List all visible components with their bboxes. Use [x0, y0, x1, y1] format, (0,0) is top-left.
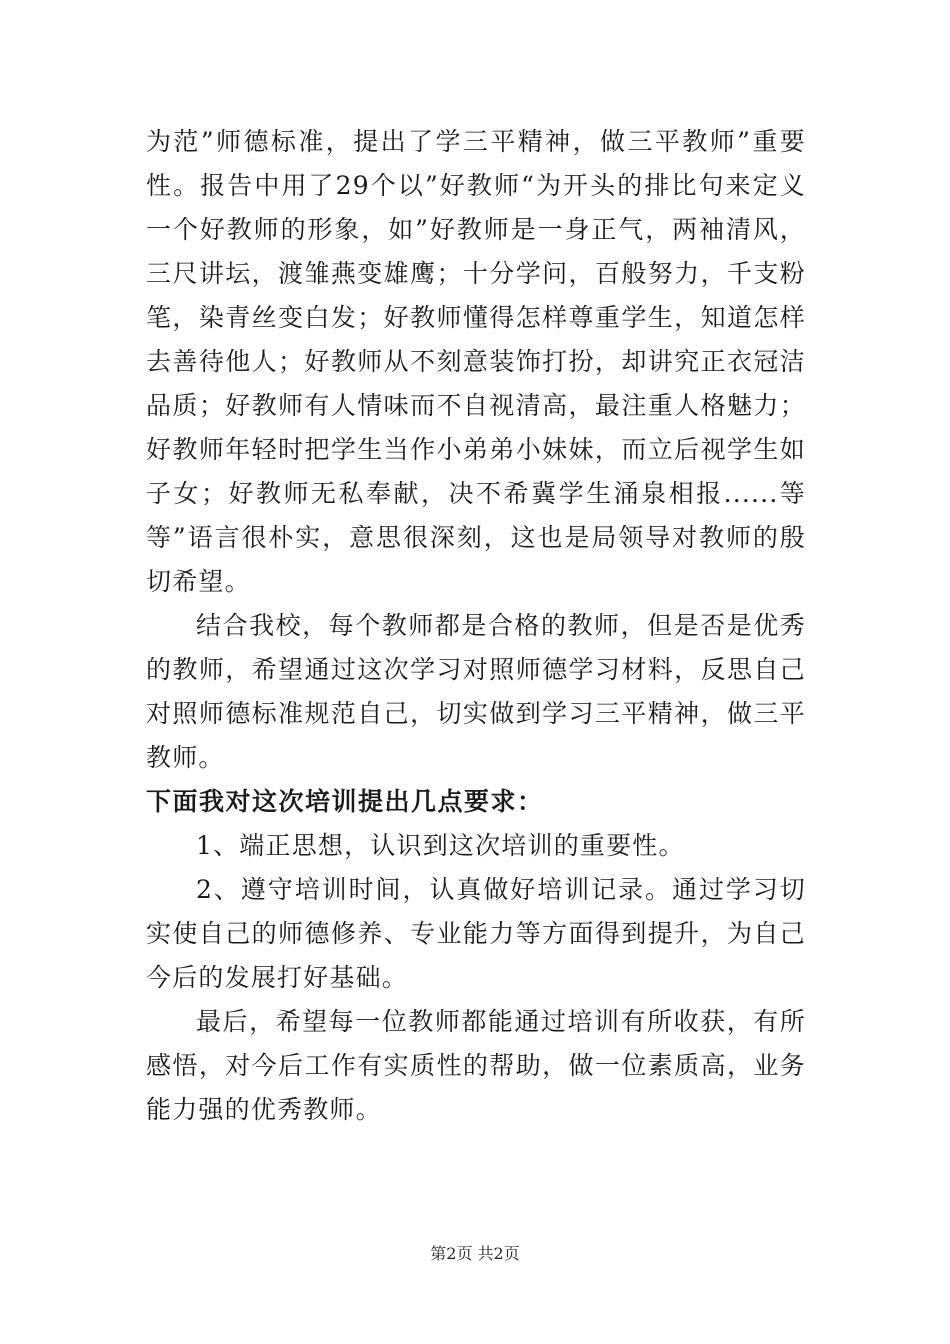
requirement-item-1: 1、端正思想，认识到这次培训的重要性。 — [196, 831, 685, 860]
paragraph-continuation: 为范”师德标准，提出了学三平精神，做三平教师”重要性。报告中用了29个以”好教师“为开头的排比句来定义一个好教师的形象，如”好教师是一身正气，两袖清风，三尺讲坛，渡雏燕变雄鹰；十分学问，百般努力，千支粉笔，染青丝变白发；好教师懂得怎样尊重学生，知道怎样去善待他人；好教师从不刻意装饰打扮，却讲究正衣冠洁品质；好教师有人情味而不自视清高，最注重人格魅力；好教师年轻时把学生当作小弟弟小妹妹，而立后视学生如子女；好教师无私奉献，决不希冀学生涌泉相报......等等”语言很朴实，意思很深刻，这也是局领导对教师的殷切希望。 — [146, 127, 806, 596]
paragraph-closing: 最后，希望每一位教师都能通过培训有所收获，有所感悟，对今后工作有实质性的帮助，做一位素质高，业务能力强的优秀教师。 — [146, 1007, 806, 1124]
section-heading-requirements: 下面我对这次培训提出几点要求： — [146, 787, 544, 816]
requirement-item-2: 2、遵守培训时间，认真做好培训记录。通过学习切实使自己的师德修养、专业能力等方面得到提升，为自己今后的发展打好基础。 — [146, 875, 806, 992]
page-number-footer: 第2页 共2页 — [430, 1244, 520, 1263]
paragraph-school-context: 结合我校，每个教师都是合格的教师，但是否是优秀的教师，希望通过这次学习对照师德学习材料，反思自己对照师德标准规范自己，切实做到学习三平精神，做三平教师。 — [146, 611, 806, 772]
document-body — [146, 120, 806, 1132]
